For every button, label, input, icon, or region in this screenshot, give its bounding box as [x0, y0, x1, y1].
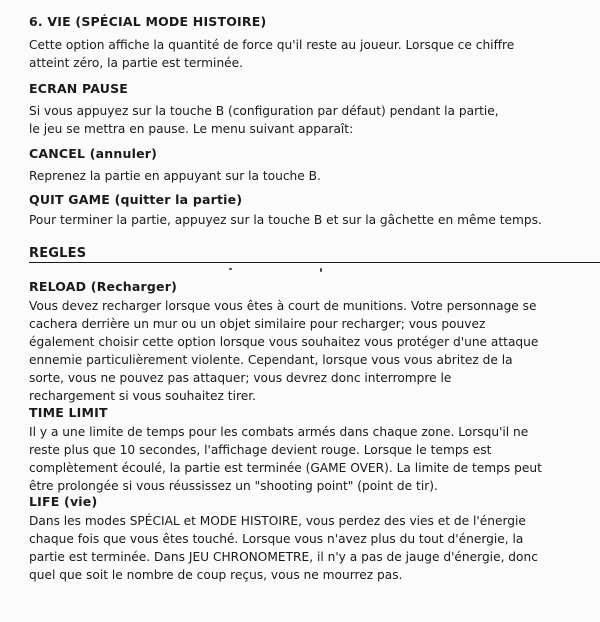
life-line-1: Dans les modes SPÉCIAL et MODE HISTOIRE, vous perdez des vies et de l'énergie [29, 514, 526, 528]
print-speck [229, 268, 232, 270]
section-heading-regles: REGLES [29, 246, 87, 261]
time-limit-line-4: être prolongée si vous réussissez un "shooting point" (point de tir). [29, 479, 438, 493]
vie-line-1: Cette option affiche la quantité de force qu'il reste au joueur. Lorsque ce chiffre [29, 38, 515, 52]
life-line-2: chaque fois que vous êtes touché. Lorsque vous n'avez plus du tout d'énergie, la [29, 532, 524, 546]
quit-line-1: Pour terminer la partie, appuyez sur la touche B et sur la gâchette en même temps. [29, 213, 542, 227]
time-limit-line-2: reste plus que 10 secondes, l'affichage devient rouge. Lorsque le temps est [29, 443, 492, 457]
reload-line-3: également choisir cette option lorsque vous souhaitez vous protéger d'une attaque [29, 335, 539, 349]
section-heading-life: LIFE (vie) [29, 494, 98, 509]
section-heading-quit-game: QUIT GAME (quitter la partie) [29, 192, 243, 207]
section-heading-reload: RELOAD (Recharger) [29, 279, 178, 294]
life-line-4: quel que soit le nombre de coup reçus, vous ne mourrez pas. [29, 568, 403, 582]
section-heading-cancel: CANCEL (annuler) [29, 146, 158, 161]
life-line-3: partie est terminée. Dans JEU CHRONOMETRE, il n'y a pas de jauge d'énergie, donc [29, 550, 538, 564]
pause-line-1: Si vous appuyez sur la touche B (configuration par défaut) pendant la partie, [29, 104, 499, 118]
time-limit-line-3: complètement écoulé, la partie est terminée (GAME OVER). La limite de temps peut [29, 461, 542, 475]
section-heading-ecran-pause: ECRAN PAUSE [29, 81, 129, 96]
cancel-line-1: Reprenez la partie en appuyant sur la touche B. [29, 169, 321, 183]
section-divider [29, 262, 600, 263]
section-heading-vie: 6. VIE (SPÉCIAL MODE HISTOIRE) [29, 14, 267, 29]
reload-line-1: Vous devez recharger lorsque vous êtes à court de munitions. Votre personnage se [29, 299, 537, 313]
reload-line-4: ennemie particulièrement violente. Cependant, lorsque vous vous abritez de la [29, 353, 513, 367]
section-heading-time-limit: TIME LIMIT [29, 405, 108, 420]
reload-line-2: cachera derrière un mur ou un objet similaire pour recharger; vous pouvez [29, 317, 486, 331]
reload-line-5: sorte, vous ne pouvez pas attaquer; vous devrez donc interrompre le [29, 371, 452, 385]
pause-line-2: le jeu se mettra en pause. Le menu suivant apparaît: [29, 122, 354, 136]
vie-line-2: atteint zéro, la partie est terminée. [29, 56, 244, 70]
print-speck [320, 268, 322, 272]
time-limit-line-1: Il y a une limite de temps pour les combats armés dans chaque zone. Lorsqu'il ne [29, 425, 529, 439]
reload-line-6: rechargement si vous souhaitez tirer. [29, 389, 256, 403]
